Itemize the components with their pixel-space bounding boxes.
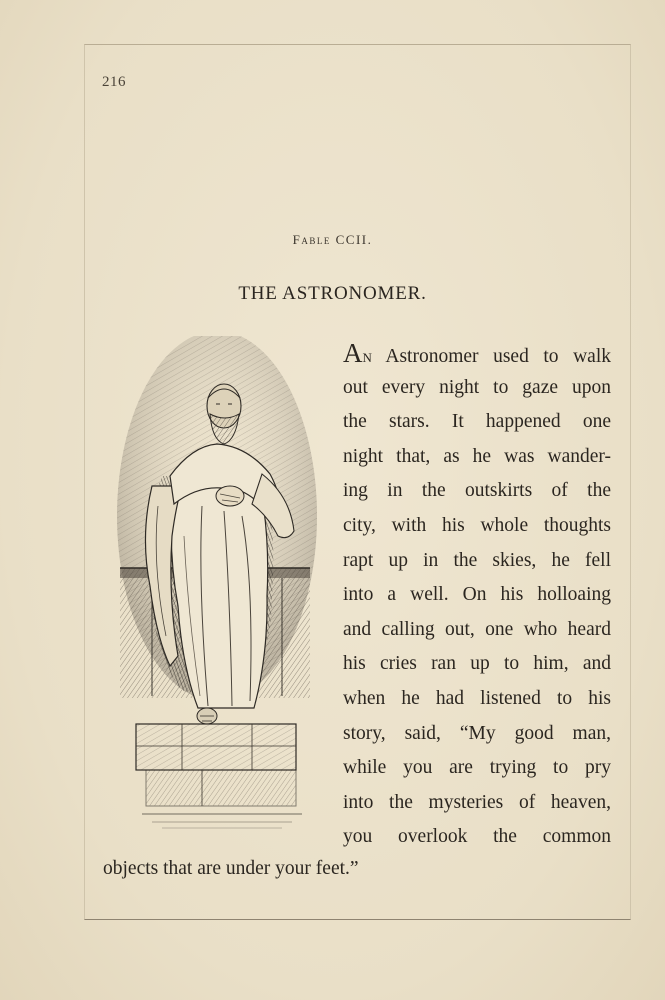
- page-number: 216: [102, 74, 126, 90]
- text-line: when he had listened to his: [343, 687, 611, 709]
- astronomer-illustration: [112, 336, 322, 836]
- text-line: his cries ran up to him, and: [343, 653, 611, 675]
- text-line: into a well. On his holloaing: [343, 584, 611, 606]
- text-line: city, with his whole thoughts: [343, 514, 611, 536]
- dropcap-letter: A: [343, 338, 363, 368]
- text-line: story, said, “My good man,: [343, 722, 611, 744]
- text-line: you overlook the common: [343, 826, 611, 848]
- text-line: night that, as he was wander-: [343, 445, 611, 467]
- fable-label: [0, 232, 665, 248]
- text-line: and calling out, one who heard: [343, 618, 611, 640]
- line-text: Astronomer used to walk: [371, 346, 611, 367]
- text-line: ing in the outskirts of the: [343, 480, 611, 502]
- text-line: the stars. It happened one: [343, 411, 611, 433]
- fable-body-final-line: objects that are under your feet.”: [103, 858, 359, 879]
- fable-title: THE ASTRONOMER.: [238, 283, 427, 304]
- dropcap-rest: n: [362, 346, 372, 367]
- text-line: [343, 336, 611, 371]
- fable-label-initial: F: [292, 232, 302, 247]
- fable-number: CCII.: [335, 232, 373, 247]
- fable-label-word: able: [301, 232, 331, 247]
- text-line: while you are trying to pry: [343, 757, 611, 779]
- text-line: rapt up in the skies, he fell: [343, 549, 611, 571]
- text-line: out every night to gaze upon: [343, 376, 611, 398]
- text-line: into the mysteries of heaven,: [343, 791, 611, 813]
- fable-body: [343, 336, 611, 855]
